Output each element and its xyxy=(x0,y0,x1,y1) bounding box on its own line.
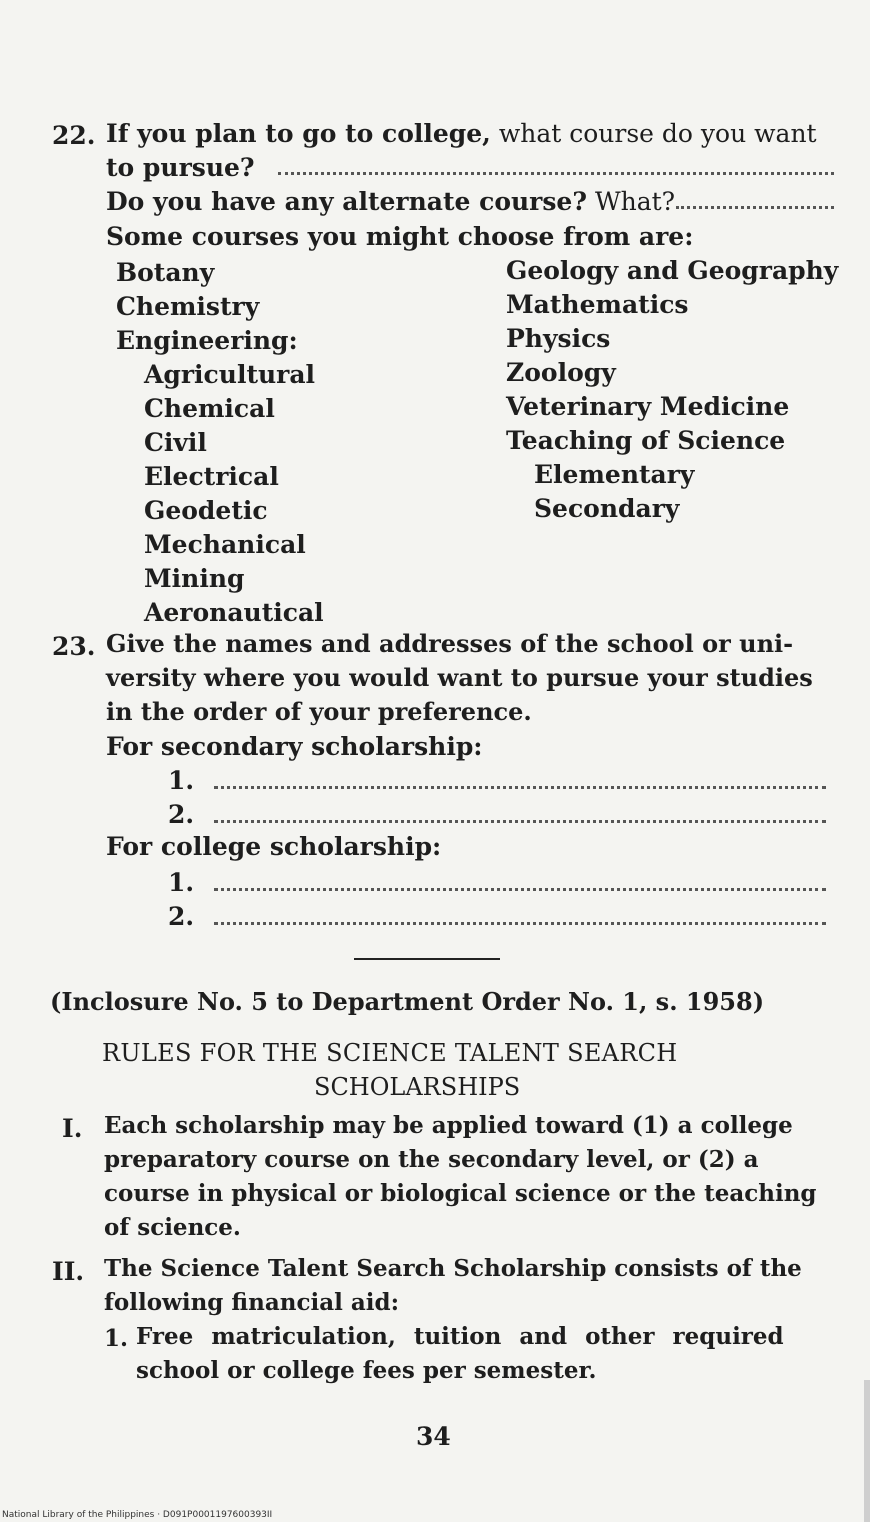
q22-answer-blank[interactable] xyxy=(278,172,834,175)
secondary-label: For secondary scholarship: xyxy=(106,732,483,761)
course-engineering: Engineering: xyxy=(116,326,298,355)
q22-line1-rest: what course do you want xyxy=(498,119,817,148)
rule2-item1-line1: Free matriculation, tuition and other required xyxy=(136,1323,784,1350)
college-blank-2-num: 2. xyxy=(168,902,195,931)
course-botany: Botany xyxy=(116,258,215,287)
q23-line2: versity where you would want to pursue your studies xyxy=(106,663,813,692)
rule1-line4: of science. xyxy=(104,1214,241,1241)
rule2-item1-number: 1. xyxy=(104,1325,129,1352)
engineering-chemical: Chemical xyxy=(144,394,275,423)
rule2-line2: following financial aid: xyxy=(104,1289,400,1316)
q22-line3 xyxy=(106,189,675,214)
course-chemistry: Chemistry xyxy=(116,292,260,321)
q22-number: 22. xyxy=(52,121,96,150)
engineering-mechanical: Mechanical xyxy=(144,530,306,559)
engineering-agricultural: Agricultural xyxy=(144,360,316,389)
q22-line1-bold: If you plan to go to college, xyxy=(106,119,491,148)
rule2-numeral: II. xyxy=(52,1257,85,1286)
inclosure-note: (Inclosure No. 5 to Department Order No. 1, s. 1958) xyxy=(50,987,765,1016)
course-zoology: Zoology xyxy=(506,358,616,387)
secondary-blank-1-num: 1. xyxy=(168,766,195,795)
college-blank-2[interactable] xyxy=(214,922,826,925)
q23-line1: Give the names and addresses of the school or uni- xyxy=(106,629,794,658)
course-veterinary: Veterinary Medicine xyxy=(506,392,790,421)
college-blank-1-num: 1. xyxy=(168,868,195,897)
engineering-mining: Mining xyxy=(144,564,245,593)
page-edge-shadow xyxy=(864,1380,870,1522)
rule2-line1: The Science Talent Search Scholarship consists of the xyxy=(104,1255,802,1282)
q22-line3-rest: What? xyxy=(594,187,676,216)
q22-line3-bold: Do you have any alternate course? xyxy=(106,187,587,216)
secondary-blank-2[interactable] xyxy=(214,820,826,823)
secondary-blank-2-num: 2. xyxy=(168,800,195,829)
archive-footer: National Library of the Philippines · D091P0001197600393II xyxy=(2,1510,273,1520)
course-physics: Physics xyxy=(506,324,611,353)
rule1-line2: preparatory course on the secondary level, or (2) a xyxy=(104,1146,759,1173)
q23-line3: in the order of your preference. xyxy=(106,697,532,726)
rules-title-line2: SCHOLARSHIPS xyxy=(314,1073,521,1101)
q22-alternate-blank[interactable] xyxy=(676,206,834,209)
course-geology: Geology and Geography xyxy=(506,256,839,285)
engineering-aeronautical: Aeronautical xyxy=(144,598,324,627)
course-mathematics: Mathematics xyxy=(506,290,689,319)
q22-line4: Some courses you might choose from are: xyxy=(106,222,694,251)
rule1-line1: Each scholarship may be applied toward (1) a college xyxy=(104,1112,793,1139)
engineering-electrical: Electrical xyxy=(144,462,279,491)
engineering-geodetic: Geodetic xyxy=(144,496,268,525)
engineering-civil: Civil xyxy=(144,428,207,457)
teaching-secondary: Secondary xyxy=(534,494,680,523)
college-blank-1[interactable] xyxy=(214,888,826,891)
q23-number: 23. xyxy=(52,632,96,661)
q22-line1 xyxy=(106,121,817,146)
rule2-item1-line2: school or college fees per semester. xyxy=(136,1357,597,1384)
secondary-blank-1[interactable] xyxy=(214,786,826,789)
q22-line2: to pursue? xyxy=(106,153,255,182)
rule1-line3: course in physical or biological science or the teaching xyxy=(104,1180,817,1207)
page-number: 34 xyxy=(416,1422,451,1451)
college-label: For college scholarship: xyxy=(106,832,442,861)
rules-title-line1: RULES FOR THE SCIENCE TALENT SEARCH xyxy=(102,1039,678,1067)
rule1-numeral: I. xyxy=(62,1114,83,1143)
teaching-elementary: Elementary xyxy=(534,460,695,489)
course-teaching: Teaching of Science xyxy=(506,426,786,455)
section-divider xyxy=(354,958,500,960)
